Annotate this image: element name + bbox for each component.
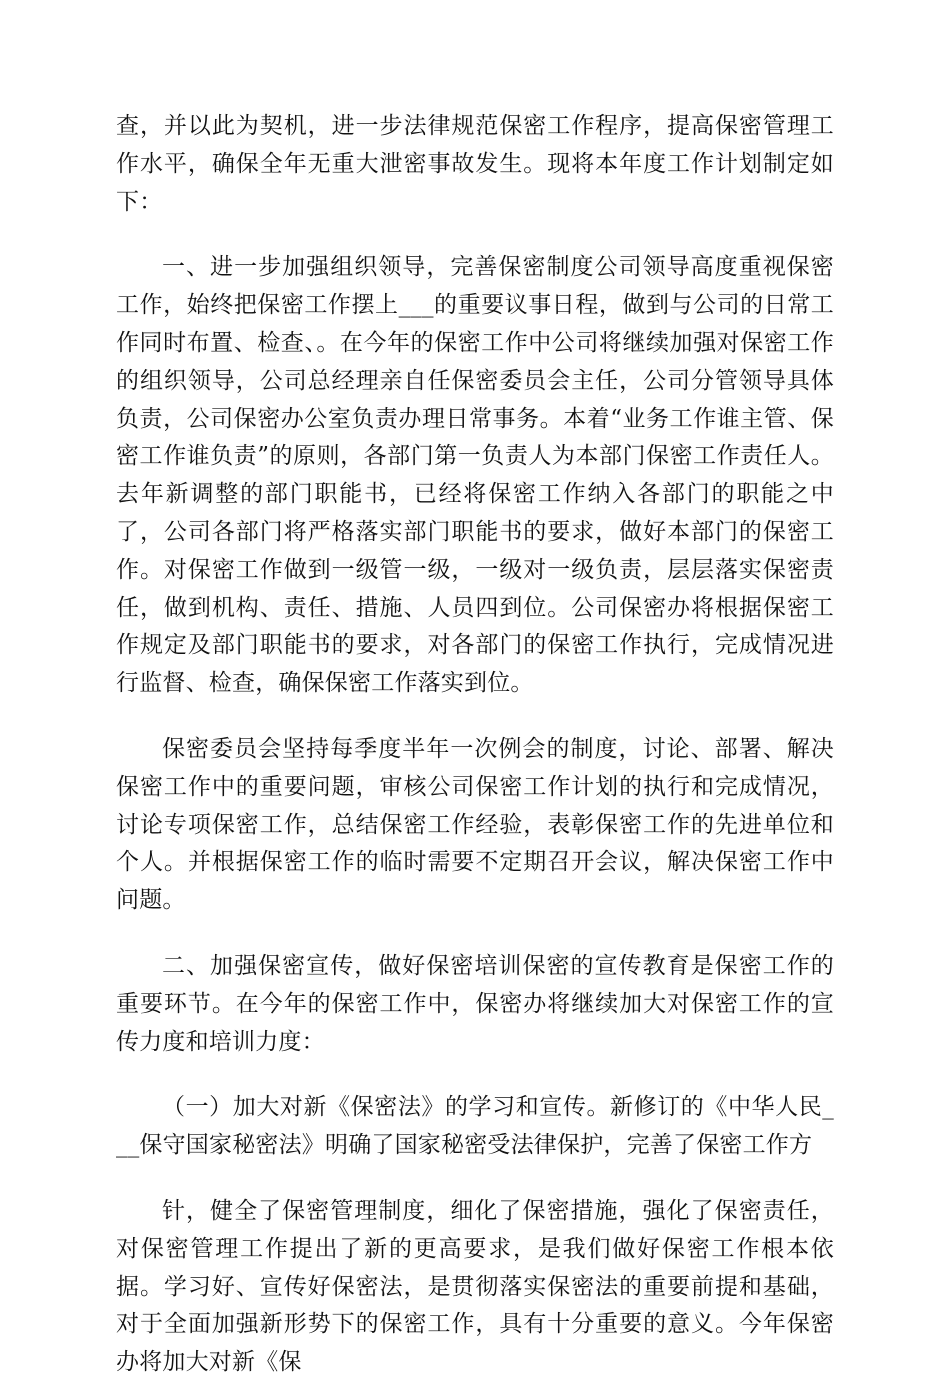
document-page [116, 108, 834, 1382]
paragraph-section-two: 二、加强保密宣传，做好保密培训保密的宣传教育是保密工作的重要环节。在今年的保密工作中，保密办将继续加大对保密工作的宣传力度和培训力度： [116, 952, 834, 1055]
paragraph-intro-continuation: 查，并以此为契机，进一步法律规范保密工作程序，提高保密管理工作水平，确保全年无重大泄密事故发生。现将本年度工作计划制定如下： [116, 113, 834, 215]
paragraph-subsection-one: （一）加大对新《保密法》的学习和宣传。新修订的《中华人民___保守国家秘密法》明确了国家秘密受法律保护，完善了保密工作方 [116, 1094, 834, 1159]
paragraph-committee-meetings: 保密委员会坚持每季度半年一次例会的制度，讨论、部署、解决保密工作中的重要问题，审核公司保密工作计划的执行和完成情况，讨论专项保密工作，总结保密工作经验，表彰保密工作的先进单位和个人。并根据保密工作的临时需要不定期召开会议，解决保密工作中问题。 [116, 735, 834, 914]
paragraph-law-study: 针，健全了保密管理制度，细化了保密措施，强化了保密责任，对保密管理工作提出了新的更高要求，是我们做好保密工作根本依据。学习好、宣传好保密法，是贯彻落实保密法的重要前提和基础，对于全面加强新形势下的保密工作，具有十分重要的意义。今年保密办将加大对新《保 [116, 1197, 834, 1376]
paragraph-section-one: 一、进一步加强组织领导，完善保密制度公司领导高度重视保密工作，始终把保密工作摆上___的重要议事日程，做到与公司的日常工作同时布置、检查、。在今年的保密工作中公司将继续加强对保密工作的组织领导，公司总经理亲自任保密委员会主任，公司分管领导具体负责，公司保密办公室负责办理日常事务。本着“业务工作谁主管、保密工作谁负责”的原则，各部门第一负责人为本部门保密工作责任人。去年新调整的部门职能书，已经将保密工作纳入各部门的职能之中了，公司各部门将严格落实部门职能书的要求，做好本部门的保密工作。对保密工作做到一级管一级，一级对一级负责，层层落实保密责任，做到机构、责任、措施、人员四到位。公司保密办将根据保密工作规定及部门职能书的要求，对各部门的保密工作执行，完成情况进行监督、检查，确保保密工作落实到位。 [116, 254, 834, 697]
